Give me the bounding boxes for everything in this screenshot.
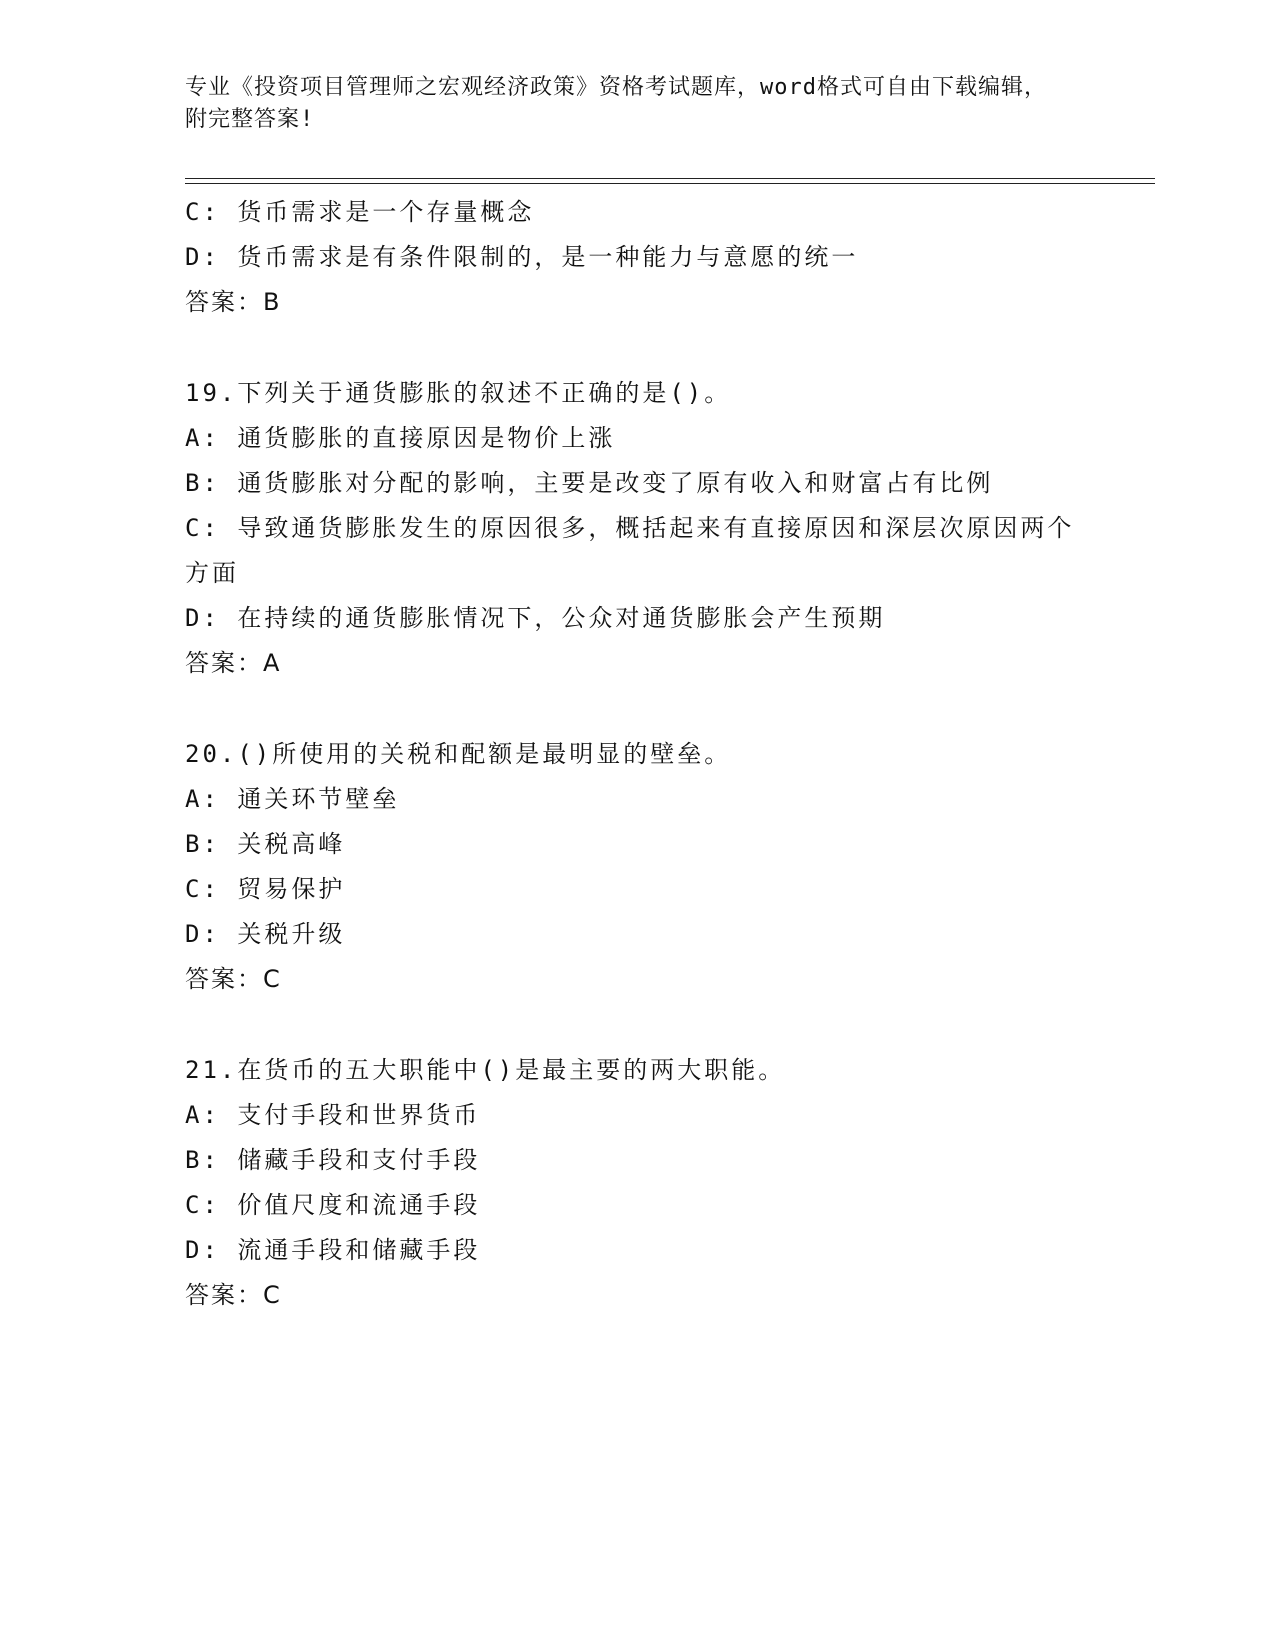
spacer: [185, 686, 1085, 732]
header-rule-top: [185, 178, 1155, 179]
option-d: D: 关税升级: [185, 920, 346, 948]
option-d: D: 在持续的通货膨胀情况下，公众对通货膨胀会产生预期: [185, 604, 886, 632]
option-b: B: 通货膨胀对分配的影响，主要是改变了原有收入和财富占有比例: [185, 469, 994, 497]
question-stem: 21.在货币的五大职能中()是最主要的两大职能。: [185, 1056, 786, 1084]
option-c: C: 货币需求是一个存量概念: [185, 198, 535, 226]
answer: 答案：B: [185, 288, 282, 316]
document-header: 专业《投资项目管理师之宏观经济政策》资格考试题库，word格式可自由下载编辑，附完整答案!: [185, 75, 1047, 132]
option-c: C: 导致通货膨胀发生的原因很多，概括起来有直接原因和深层次原因两个方面: [185, 514, 1075, 587]
question-stem: 19.下列关于通货膨胀的叙述不正确的是()。: [185, 379, 732, 407]
question-body: [185, 190, 1085, 1318]
header-rule-bottom: [185, 183, 1155, 184]
option-b: B: 储藏手段和支付手段: [185, 1146, 481, 1174]
option-d: D: 流通手段和储藏手段: [185, 1236, 481, 1264]
question-stem: 20.()所使用的关税和配额是最明显的壁垒。: [185, 740, 732, 768]
option-c: C: 价值尺度和流通手段: [185, 1191, 481, 1219]
option-a: A: 支付手段和世界货币: [185, 1101, 481, 1129]
option-a: A: 通货膨胀的直接原因是物价上涨: [185, 424, 616, 452]
option-d: D: 货币需求是有条件限制的，是一种能力与意愿的统一: [185, 243, 859, 271]
spacer: [185, 1002, 1085, 1048]
spacer: [185, 325, 1085, 371]
option-c: C: 贸易保护: [185, 875, 346, 903]
answer: 答案：A: [185, 649, 282, 677]
option-b: B: 关税高峰: [185, 830, 346, 858]
answer: 答案：C: [185, 965, 282, 993]
option-a: A: 通关环节壁垒: [185, 785, 400, 813]
answer: 答案：C: [185, 1281, 282, 1309]
